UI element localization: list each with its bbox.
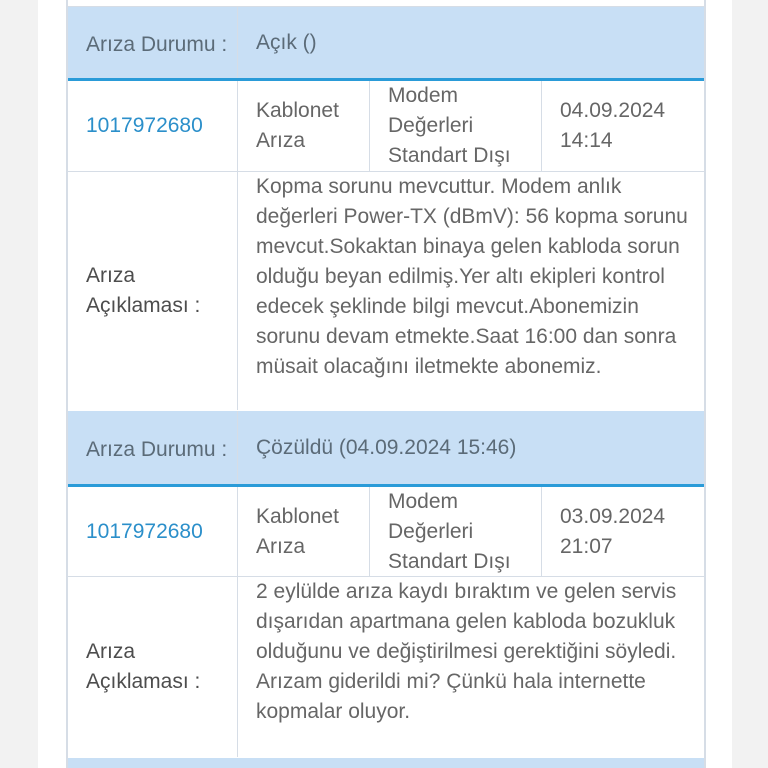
subtype-text: Modem Değerleri Standart Dışı [370,81,542,171]
date-time-cell [542,487,704,576]
ticket-number-link[interactable]: 1017972680 [68,81,238,171]
status-row [68,7,704,81]
status-value: Çözüldü (04.09.2024 15:46) [256,435,517,459]
ticket-number-link[interactable]: 1017972680 [68,487,238,576]
description-row [68,172,704,410]
description-label: Arıza Açıklaması : [68,172,238,410]
status-label: Arıza Durumu : [68,411,238,484]
category-text: Kablonet Arıza [238,81,370,171]
status-row [68,411,704,487]
cut-off-previous-row [68,0,704,7]
description-text: Kopma sorunu mevcuttur. Modem anlık değerleri Power-TX (dBmV): 56 kopma sorunu mevcut.Sokaktan binaya gelen kabloda sorun olduğu beyan edilmiş.Yer altı ekipleri kontrol edecek şeklinde bilgi mevcut.Abonemizin sorunu devam etmekte.Saat 16:00 dan sonra müsait olacağını iletmekte abonemiz. [256,175,688,378]
description-label: Arıza Açıklaması : [68,577,238,757]
fault-records-table [66,0,706,768]
date-text: 04.09.2024 [560,99,666,122]
description-text: 2 eylülde arıza kaydı bıraktım ve gelen servis dışarıdan apartmana gelen kabloda bozukluk olduğunu ve değiştirilmesi gerektiğini söyledi. Arızam giderildi mi? Çünkü hala internette kopmalar oluyor. [256,580,677,723]
time-text: 14:14 [560,129,613,152]
category-text: Kablonet Arıza [238,487,370,576]
next-status-row [68,758,704,768]
ticket-info-row [68,487,704,576]
date-text: 03.09.2024 [560,504,666,528]
description-row [68,577,704,757]
status-value: Açık () [256,30,317,54]
status-label: Arıza Durumu : [68,7,238,78]
time-text: 21:07 [560,534,613,558]
subtype-text: Modem Değerleri Standart Dışı [370,487,542,576]
date-time-cell [542,81,704,171]
page-background [38,0,732,768]
ticket-info-row [68,81,704,171]
